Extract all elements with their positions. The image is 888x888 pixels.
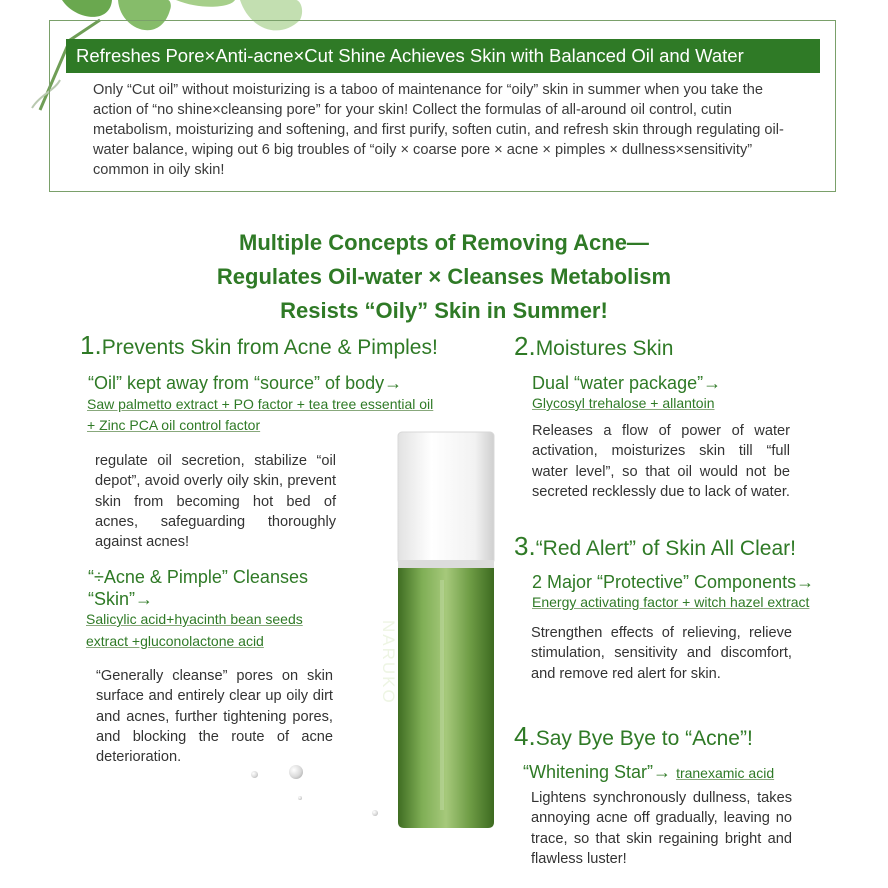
- section-4-subtitle-text: “Whitening Star”→: [523, 762, 672, 782]
- water-droplet-icon: [298, 796, 302, 800]
- section-4-label: Say Bye Bye to “Acne”!: [535, 727, 753, 750]
- section-1a-subtitle: “Oil” kept away from “source” of body→: [88, 373, 403, 393]
- headline-line-3: Resists “Oily” Skin in Summer!: [280, 298, 608, 323]
- toner-bottle-icon: [380, 430, 510, 830]
- water-droplet-icon: [372, 810, 378, 816]
- section-2-number: 2.: [514, 331, 536, 361]
- intro-text: Only “Cut oil” without moisturizing is a taboo of maintenance for “oily” skin in summer when you take the action of “no shine×cleansing pore” for your skin! Collect the formulas of all-around oil control, cutin metabolism, moisturizing and softening, and first purify, soften cutin, and refresh skin through regulating oil-water balance, wiping out 6 big troubles of “oily × coarse pore × acne × pimples × dullness×sensitivity” common in oily skin!: [93, 82, 784, 178]
- section-4-ingredients: tranexamic acid: [676, 765, 775, 781]
- section-1b-ingredients-1: [86, 608, 303, 630]
- section-1a-ingredients-1-text: Saw palmetto extract + PO factor + tea tree essential oil: [87, 396, 434, 412]
- section-2-ingredients: [532, 392, 715, 414]
- bottle-brand-label: NARUKO: [379, 620, 398, 705]
- section-3-ingredients: [532, 591, 809, 613]
- section-3-title: [514, 531, 796, 562]
- section-4-subtitle: [523, 761, 774, 784]
- section-1b-body: “Generally cleanse” pores on skin surface and entirely clear up oily dirt and acnes, further tightening pores, and blocking the route of acne deterioration.: [96, 668, 333, 766]
- water-droplet-icon: [289, 765, 303, 779]
- section-4-number: 4.: [514, 721, 536, 751]
- section-1b-ingredients-1-text: Salicylic acid+hyacinth bean seeds: [86, 611, 303, 627]
- headline-line-1: Multiple Concepts of Removing Acne—: [239, 230, 649, 255]
- intro-banner: Refreshes Pore×Anti-acne×Cut Shine Achieves Skin with Balanced Oil and Water: [66, 39, 820, 73]
- section-1a-body: regulate oil secretion, stabilize “oil depot”, avoid overly oily skin, prevent skin from becoming hot bed of acnes, safeguarding thoroughly against acnes!: [95, 453, 336, 551]
- section-3-subtitle: 2 Major “Protective” Components→: [532, 572, 815, 592]
- section-2-body: Releases a flow of power of water activation, moisturizes skin till “full water level”, so that oil would not be secreted recklessly due to lack of water.: [532, 423, 790, 500]
- section-1b-subtitle-2: “Skin”→: [88, 589, 154, 609]
- section-3-label: “Red Alert” of Skin All Clear!: [535, 537, 796, 560]
- section-2-ingredients-text: Glycosyl trehalose + allantoin: [532, 395, 715, 411]
- water-droplet-icon: [251, 771, 258, 778]
- headline-line-2: Regulates Oil-water × Cleanses Metabolism: [216, 264, 672, 289]
- section-1a-ingredients-1: [87, 393, 433, 415]
- section-3-body: Strengthen effects of relieving, relieve stimulation, sensitivity and discomfort, and remove red alert for skin.: [531, 625, 792, 682]
- section-1-title: [80, 330, 438, 361]
- section-2-subtitle: Dual “water package”→: [532, 373, 722, 393]
- section-1-number: 1.: [80, 330, 102, 360]
- section-4-body: Lightens synchronously dullness, takes annoying acne off gradually, leaving no trace, so that skin regaining bright and flawless luster!: [531, 790, 792, 867]
- section-2-label: Moistures Skin: [535, 337, 674, 360]
- section-3-ingredients-text: Energy activating factor + witch hazel extract: [532, 594, 810, 610]
- section-2-title: [514, 331, 673, 362]
- section-3-number: 3.: [514, 531, 536, 561]
- section-1b-ingredients-2: [86, 630, 264, 652]
- section-1b-subtitle-1: “÷Acne & Pimple” Cleanses: [88, 567, 308, 587]
- section-4-title: [514, 721, 753, 752]
- section-1a-ingredients-2-text: + Zinc PCA oil control factor: [87, 417, 261, 433]
- section-1-label: Prevents Skin from Acne & Pimples!: [101, 336, 438, 359]
- section-1b-ingredients-2-text: extract +gluconolactone acid: [86, 633, 264, 649]
- headline: [0, 226, 888, 328]
- section-1a-ingredients-2: [87, 414, 260, 436]
